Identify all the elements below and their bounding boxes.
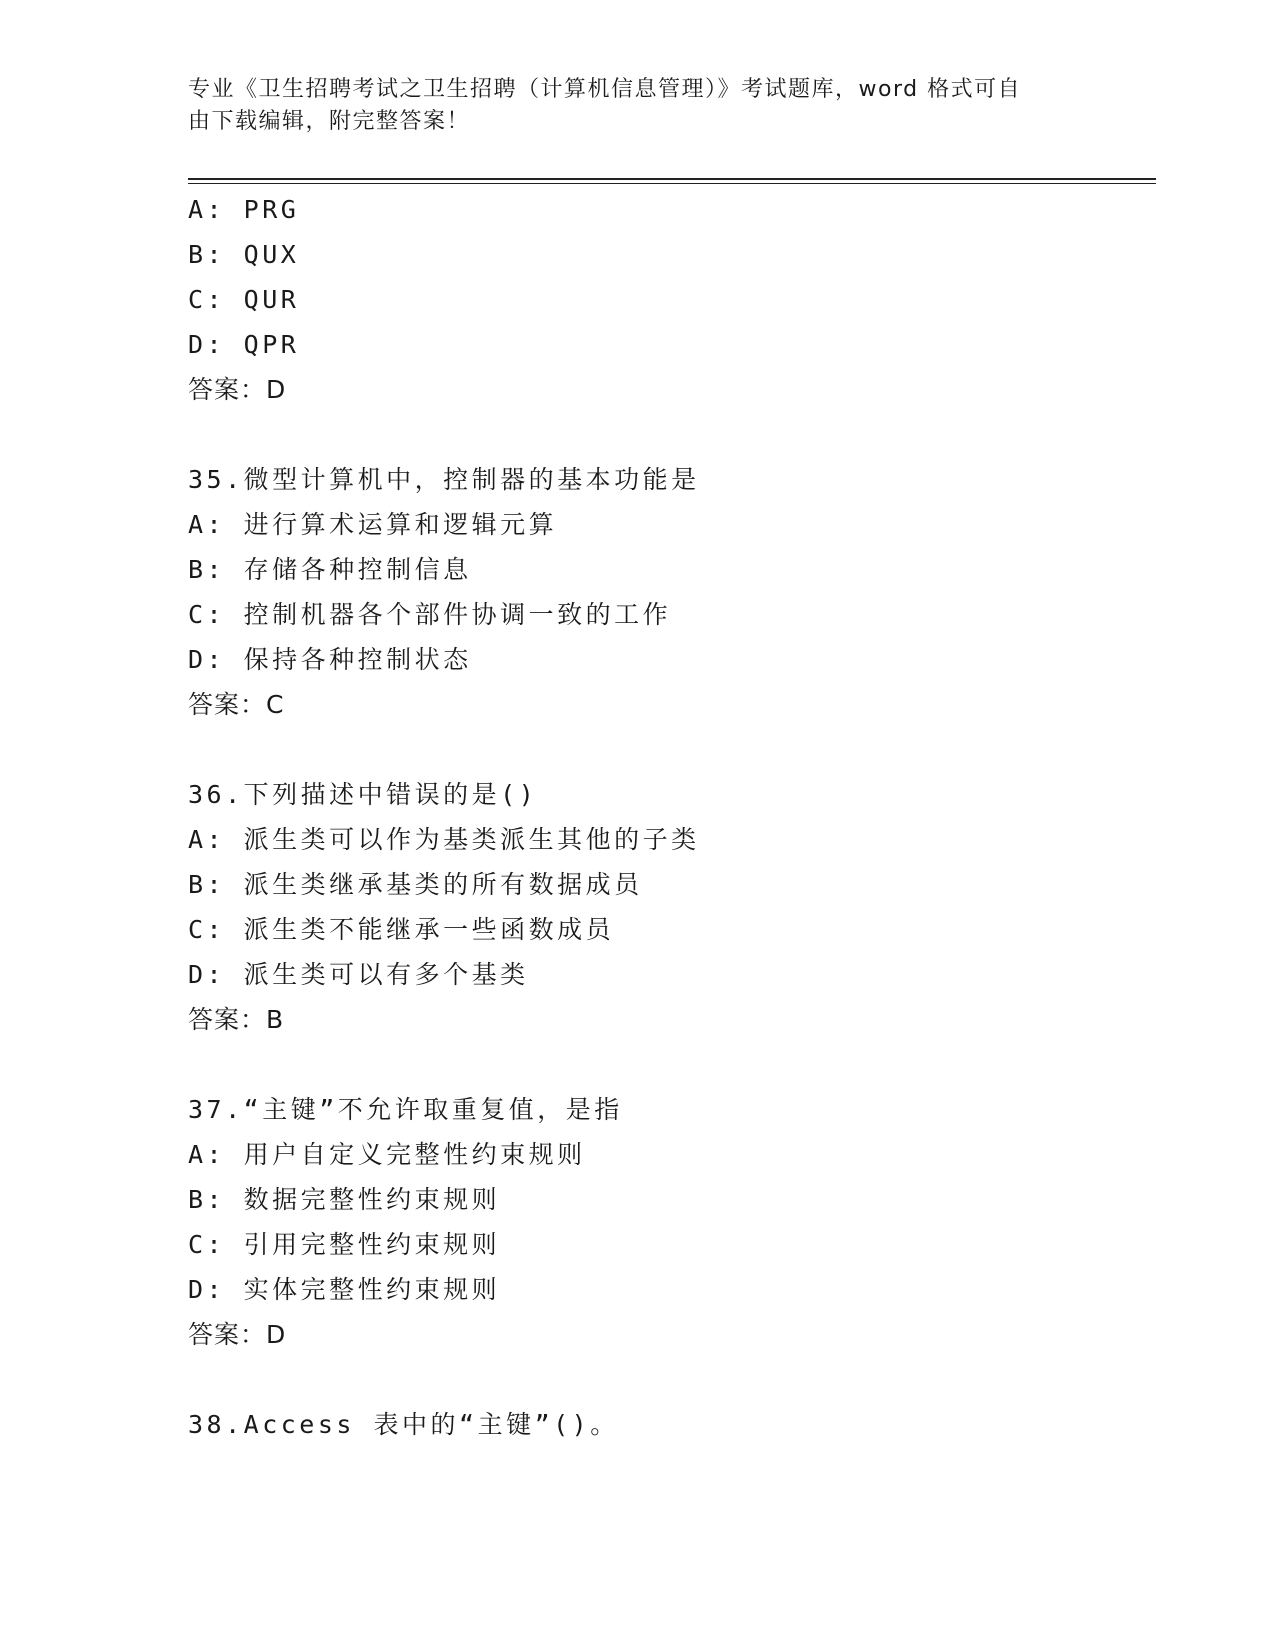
q34-option-c: C: QUR xyxy=(188,285,300,314)
q37-option-b: B: 数据完整性约束规则 xyxy=(188,1185,501,1214)
q37-option-a: A: 用户自定义完整性约束规则 xyxy=(188,1140,586,1169)
q36-option-d: D: 派生类可以有多个基类 xyxy=(188,960,529,989)
q36-question: 36.下列描述中错误的是() xyxy=(188,780,538,809)
q34-option-a: A: PRG xyxy=(188,195,300,224)
q38-question: 38.Access 表中的“主键”()。 xyxy=(188,1410,619,1439)
header-divider-thick xyxy=(188,178,1156,180)
q36-option-b: B: 派生类继承基类的所有数据成员 xyxy=(188,870,643,899)
q37-question: 37.“主键”不允许取重复值，是指 xyxy=(188,1095,623,1124)
q35-option-a: A: 进行算术运算和逻辑元算 xyxy=(188,510,558,539)
q35-option-d: D: 保持各种控制状态 xyxy=(188,645,472,674)
header-divider-thin xyxy=(188,183,1156,184)
q36-option-c: C: 派生类不能继承一些函数成员 xyxy=(188,915,615,944)
header-line-2: 由下载编辑，附完整答案！ xyxy=(188,109,471,134)
q35-option-b: B: 存储各种控制信息 xyxy=(188,555,472,584)
q36-answer: 答案：B xyxy=(188,1005,285,1034)
q35-option-c: C: 控制机器各个部件协调一致的工作 xyxy=(188,600,672,629)
q35-question: 35.微型计算机中，控制器的基本功能是 xyxy=(188,465,700,494)
document-header xyxy=(188,74,1068,138)
q37-option-d: D: 实体完整性约束规则 xyxy=(188,1275,501,1304)
q34-option-b: B: QUX xyxy=(188,240,300,269)
q34-answer: 答案：D xyxy=(188,375,287,404)
q35-answer: 答案：C xyxy=(188,690,285,719)
q36-option-a: A: 派生类可以作为基类派生其他的子类 xyxy=(188,825,700,854)
q34-option-d: D: QPR xyxy=(188,330,300,359)
q37-answer: 答案：D xyxy=(188,1320,287,1349)
q37-option-c: C: 引用完整性约束规则 xyxy=(188,1230,501,1259)
header-line-1: 专业《卫生招聘考试之卫生招聘（计算机信息管理）》考试题库，word 格式可自 xyxy=(188,77,1022,102)
